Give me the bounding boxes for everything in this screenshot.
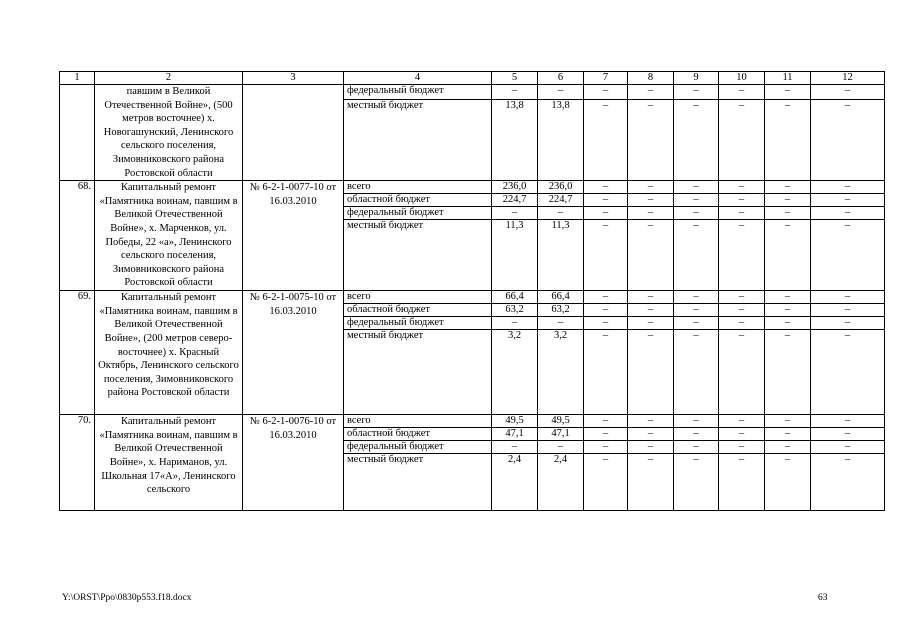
empty-value: –: [765, 415, 811, 428]
empty-value: –: [719, 181, 765, 194]
empty-value: –: [674, 428, 719, 441]
header-cell: 12: [811, 72, 885, 85]
value-col6: 49,5: [538, 415, 584, 428]
empty-value: –: [584, 330, 628, 415]
funding-source: местный бюджет: [344, 454, 492, 511]
document-code: № 6-2-1-0077-10 от 16.03.2010: [243, 181, 344, 291]
empty-value: –: [765, 99, 811, 181]
table-row: [60, 415, 885, 428]
funding-source: федеральный бюджет: [344, 85, 492, 100]
value-col6: 2,4: [538, 454, 584, 511]
empty-value: –: [628, 415, 674, 428]
value-col5: 224,7: [492, 194, 538, 207]
empty-value: –: [719, 194, 765, 207]
empty-value: –: [628, 454, 674, 511]
funding-source: всего: [344, 291, 492, 304]
funding-source: местный бюджет: [344, 99, 492, 181]
value-col5: 2,4: [492, 454, 538, 511]
value-col5: –: [492, 441, 538, 454]
funding-source: федеральный бюджет: [344, 207, 492, 220]
empty-value: –: [674, 330, 719, 415]
empty-value: –: [811, 181, 885, 194]
empty-value: –: [584, 428, 628, 441]
value-col5: –: [492, 207, 538, 220]
empty-value: –: [584, 441, 628, 454]
empty-value: –: [719, 291, 765, 304]
table-row: [60, 181, 885, 194]
empty-value: –: [765, 207, 811, 220]
empty-value: –: [765, 454, 811, 511]
object-description: Капитальный ремонт «Памятника воинам, павшим в Великой Отечественной Войне», х. Нариманов, ул. Школьная 17«А», Ленинского сельского: [95, 415, 243, 511]
document-code: [243, 85, 344, 181]
value-col6: 13,8: [538, 99, 584, 181]
empty-value: –: [628, 317, 674, 330]
empty-value: –: [811, 291, 885, 304]
empty-value: –: [674, 291, 719, 304]
empty-value: –: [584, 207, 628, 220]
header-cell: 2: [95, 72, 243, 85]
empty-value: –: [584, 415, 628, 428]
empty-value: –: [765, 194, 811, 207]
empty-value: –: [719, 220, 765, 291]
empty-value: –: [765, 330, 811, 415]
empty-value: –: [765, 220, 811, 291]
empty-value: –: [584, 304, 628, 317]
value-col5: 13,8: [492, 99, 538, 181]
empty-value: –: [584, 85, 628, 100]
funding-source: всего: [344, 415, 492, 428]
empty-value: –: [674, 99, 719, 181]
empty-value: –: [674, 181, 719, 194]
value-col5: 63,2: [492, 304, 538, 317]
empty-value: –: [584, 317, 628, 330]
value-col6: –: [538, 441, 584, 454]
empty-value: –: [811, 415, 885, 428]
empty-value: –: [765, 181, 811, 194]
empty-value: –: [765, 85, 811, 100]
empty-value: –: [674, 304, 719, 317]
value-col5: 47,1: [492, 428, 538, 441]
table-row: [60, 85, 885, 100]
empty-value: –: [719, 207, 765, 220]
empty-value: –: [674, 415, 719, 428]
empty-value: –: [584, 194, 628, 207]
header-cell: 7: [584, 72, 628, 85]
empty-value: –: [765, 291, 811, 304]
empty-value: –: [674, 441, 719, 454]
empty-value: –: [628, 291, 674, 304]
empty-value: –: [628, 181, 674, 194]
empty-value: –: [719, 317, 765, 330]
empty-value: –: [811, 99, 885, 181]
header-cell: 10: [719, 72, 765, 85]
header-cell: 11: [765, 72, 811, 85]
empty-value: –: [584, 291, 628, 304]
empty-value: –: [674, 85, 719, 100]
empty-value: –: [811, 428, 885, 441]
empty-value: –: [628, 330, 674, 415]
value-col6: –: [538, 207, 584, 220]
value-col6: 11,3: [538, 220, 584, 291]
value-col6: 224,7: [538, 194, 584, 207]
funding-source: областной бюджет: [344, 194, 492, 207]
empty-value: –: [628, 428, 674, 441]
budget-table: [59, 71, 885, 511]
value-col6: –: [538, 85, 584, 100]
empty-value: –: [628, 304, 674, 317]
empty-value: –: [811, 220, 885, 291]
empty-value: –: [584, 454, 628, 511]
header-row: [60, 72, 885, 85]
object-description: павшим в Великой Отечественной Войне», (500 метров восточнее) х. Новогашунский, Ленинского сельского поселения, Зимовниковского района Ростовской области: [95, 85, 243, 181]
empty-value: –: [719, 441, 765, 454]
value-col6: 47,1: [538, 428, 584, 441]
empty-value: –: [628, 194, 674, 207]
row-number: 69.: [60, 291, 95, 415]
empty-value: –: [719, 428, 765, 441]
empty-value: –: [765, 304, 811, 317]
empty-value: –: [811, 441, 885, 454]
empty-value: –: [719, 454, 765, 511]
empty-value: –: [628, 441, 674, 454]
header-cell: 8: [628, 72, 674, 85]
header-cell: 4: [344, 72, 492, 85]
value-col5: 11,3: [492, 220, 538, 291]
empty-value: –: [628, 99, 674, 181]
empty-value: –: [719, 99, 765, 181]
page-number: 63: [818, 593, 828, 603]
empty-value: –: [811, 330, 885, 415]
row-number: 70.: [60, 415, 95, 511]
empty-value: –: [584, 220, 628, 291]
header-cell: 3: [243, 72, 344, 85]
empty-value: –: [674, 194, 719, 207]
value-col5: 236,0: [492, 181, 538, 194]
value-col5: –: [492, 317, 538, 330]
empty-value: –: [719, 415, 765, 428]
funding-source: местный бюджет: [344, 220, 492, 291]
empty-value: –: [811, 194, 885, 207]
row-number: [60, 85, 95, 181]
empty-value: –: [765, 428, 811, 441]
empty-value: –: [719, 330, 765, 415]
empty-value: –: [811, 207, 885, 220]
row-number: 68.: [60, 181, 95, 291]
document-code: № 6-2-1-0075-10 от 16.03.2010: [243, 291, 344, 415]
value-col6: 63,2: [538, 304, 584, 317]
value-col5: 49,5: [492, 415, 538, 428]
empty-value: –: [628, 85, 674, 100]
funding-source: федеральный бюджет: [344, 317, 492, 330]
empty-value: –: [811, 454, 885, 511]
value-col6: 3,2: [538, 330, 584, 415]
table-row: [60, 291, 885, 304]
funding-source: федеральный бюджет: [344, 441, 492, 454]
empty-value: –: [628, 207, 674, 220]
file-path: Y:\ORST\Ppo\0830p553.f18.docx: [62, 593, 192, 603]
header-cell: 1: [60, 72, 95, 85]
value-col5: –: [492, 85, 538, 100]
empty-value: –: [674, 220, 719, 291]
object-description: Капитальный ремонт «Памятника воинам, павшим в Великой Отечественной Войне», (200 метров северо-восточнее) х. Красный Октябрь, Ленинского сельского поселения, Зимовниковского района Ростовской области: [95, 291, 243, 415]
empty-value: –: [584, 181, 628, 194]
value-col6: 66,4: [538, 291, 584, 304]
empty-value: –: [674, 207, 719, 220]
value-col6: –: [538, 317, 584, 330]
empty-value: –: [674, 454, 719, 511]
header-cell: 9: [674, 72, 719, 85]
empty-value: –: [584, 99, 628, 181]
header-cell: 6: [538, 72, 584, 85]
document-code: № 6-2-1-0076-10 от 16.03.2010: [243, 415, 344, 511]
empty-value: –: [765, 441, 811, 454]
value-col6: 236,0: [538, 181, 584, 194]
empty-value: –: [719, 85, 765, 100]
value-col5: 3,2: [492, 330, 538, 415]
empty-value: –: [674, 317, 719, 330]
empty-value: –: [765, 317, 811, 330]
empty-value: –: [628, 220, 674, 291]
object-description: Капитальный ремонт «Памятника воинам, павшим в Великой Отечественной Войне», х. Марченков, ул. Победы, 22 «а», Ленинского сельского поселения, Зимовниковского района Ростовской области: [95, 181, 243, 291]
header-cell: 5: [492, 72, 538, 85]
funding-source: всего: [344, 181, 492, 194]
empty-value: –: [811, 85, 885, 100]
empty-value: –: [811, 317, 885, 330]
empty-value: –: [719, 304, 765, 317]
funding-source: местный бюджет: [344, 330, 492, 415]
funding-source: областной бюджет: [344, 428, 492, 441]
funding-source: областной бюджет: [344, 304, 492, 317]
value-col5: 66,4: [492, 291, 538, 304]
table-body: [60, 72, 885, 511]
empty-value: –: [811, 304, 885, 317]
